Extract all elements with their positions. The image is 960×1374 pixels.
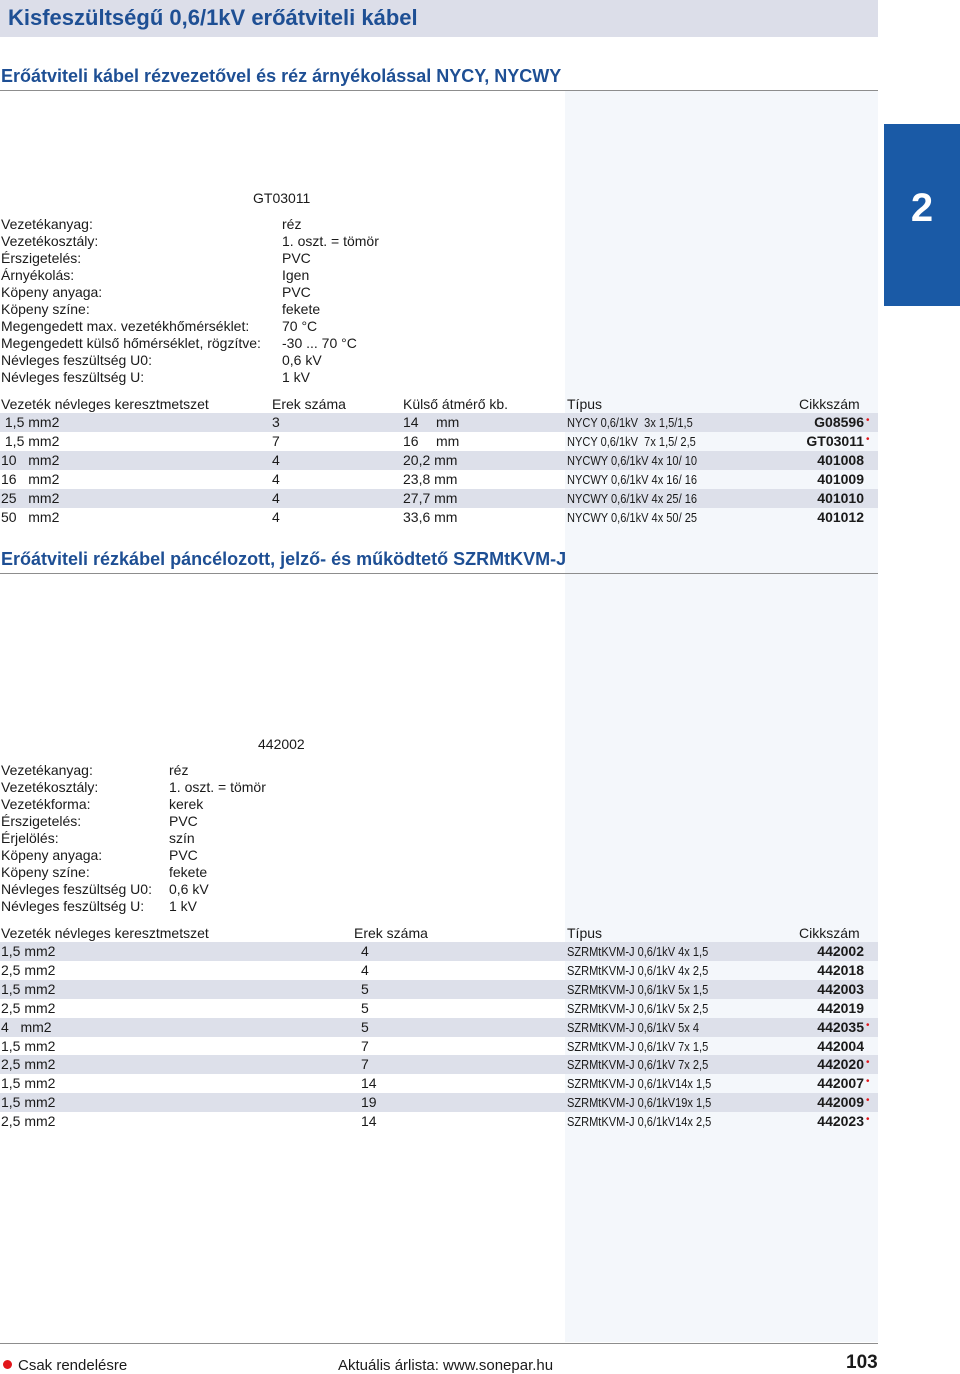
table-row (0, 508, 878, 527)
spec-value: réz (169, 762, 189, 778)
cell-item-number: 401008 (817, 452, 864, 468)
spec-label: Vezetékosztály: (1, 233, 99, 249)
cell-type-text: NYCWY 0,6/1kV 4x 25/ 16 (567, 491, 698, 506)
table-row (0, 961, 878, 980)
cell-item-number: 442018 (817, 961, 864, 978)
cell-diameter: 23,8 mm (403, 471, 458, 487)
spec-label: Vezetékforma: (1, 796, 91, 812)
section2-heading (0, 549, 878, 574)
order-only-marker-icon: • (866, 1019, 870, 1031)
cell-cores: 4 (272, 509, 280, 525)
cell-cross-section: 1,5 mm2 (1, 433, 60, 449)
col-type-header: Típus (567, 925, 603, 941)
cell-type-text: SZRMtKVM-J 0,6/1kV 7x 2,5 (567, 1057, 709, 1073)
col-outer-diameter-header: Külső átmérő kb. (403, 396, 509, 412)
col-type-header: Típus (567, 396, 603, 412)
cell-item-number: 442007 (817, 1075, 864, 1092)
cell-type-text: SZRMtKVM-J 0,6/1kV14x 1,5 (567, 1076, 712, 1092)
cell-cores: 4 (272, 471, 280, 487)
spec-label: Megengedett max. vezetékhőmérséklet: (1, 318, 250, 334)
spec-value: -30 ... 70 °C (282, 335, 357, 351)
cell-cores: 4 (361, 961, 369, 978)
cell-cores: 14 (361, 1075, 377, 1092)
cell-type-text: SZRMtKVM-J 0,6/1kV 5x 2,5 (567, 1000, 709, 1016)
cell-cross-section: 2,5 mm2 (1, 961, 56, 978)
cell-type-text: NYCWY 0,6/1kV 4x 16/ 16 (567, 472, 698, 487)
order-only-marker-icon: • (866, 434, 870, 445)
spec-value: PVC (282, 250, 311, 266)
order-only-marker-icon: • (866, 1076, 870, 1088)
spec-value: fekete (169, 864, 208, 880)
cell-diameter: 16 (403, 433, 419, 449)
cell-type (567, 509, 720, 526)
spec-value: 70 °C (282, 318, 318, 334)
cell-cross-section: 50 mm2 (1, 509, 60, 525)
cell-type-text: SZRMtKVM-J 0,6/1kV14x 2,5 (567, 1114, 712, 1130)
cell-type-text: NYCY 0,6/1kV 7x 1,5/ 2,5 (567, 434, 696, 449)
cell-cores: 5 (361, 980, 369, 997)
cell-cross-section: 25 mm2 (1, 490, 60, 506)
col-cross-section-header: Vezeték névleges keresztmetszet (1, 925, 209, 941)
order-only-dot-icon (3, 1360, 12, 1369)
spec-label: Névleges feszültség U: (1, 369, 145, 385)
cell-type-text: SZRMtKVM-J 0,6/1kV 4x 1,5 (567, 944, 709, 959)
spec-value: 1 kV (282, 369, 311, 385)
cell-cross-section: 2,5 mm2 (1, 999, 56, 1016)
table-row (0, 1093, 878, 1112)
cell-type-text: SZRMtKVM-J 0,6/1kV 5x 4 (567, 1019, 700, 1035)
cell-item-number: G08596 (814, 414, 864, 430)
table-row (0, 1112, 878, 1131)
spec-label: Névleges feszültség U0: (1, 352, 152, 368)
section2-heading-text: Erőátviteli rézkábel páncélozott, jelző- és működtető SZRMtKVM-J (1, 549, 567, 569)
cell-cross-section: 4 mm2 (1, 1018, 52, 1035)
table-row (0, 1037, 878, 1056)
cell-cross-section: 16 mm2 (1, 471, 60, 487)
cell-cores: 7 (272, 433, 280, 449)
spec-value: 0,6 kV (169, 881, 209, 897)
cell-cores: 4 (361, 943, 369, 959)
section1-ref-code: GT03011 (253, 190, 311, 206)
cell-cores: 4 (272, 452, 280, 468)
spec-value: PVC (169, 813, 198, 829)
cell-diameter: 20,2 mm (403, 452, 458, 468)
right-background-panel (565, 90, 878, 1342)
spec-label: Névleges feszültség U0: (1, 881, 152, 897)
cell-item-number: GT03011 (806, 433, 864, 449)
spec-value: Igen (282, 267, 310, 283)
spec-label: Érszigetelés: (1, 250, 82, 266)
table-row (0, 413, 878, 432)
cell-type-text: SZRMtKVM-J 0,6/1kV 4x 2,5 (567, 962, 709, 978)
cell-cross-section: 1,5 mm2 (1, 980, 56, 997)
cell-diameter-unit: mm (436, 433, 460, 449)
title-bar (0, 0, 878, 37)
spec-value: PVC (282, 284, 311, 300)
section1-heading-text: Erőátviteli kábel rézvezetővel és réz árnyékolással NYCY, NYCWY (1, 66, 562, 86)
cell-item-number: 442023 (817, 1113, 864, 1130)
cell-cross-section: 1,5 mm2 (1, 1037, 56, 1054)
footer-pricelist-link[interactable]: Aktuális árlista: www.sonepar.hu (338, 1357, 554, 1374)
spec-label: Köpeny színe: (1, 301, 90, 317)
cell-type (567, 490, 720, 507)
spec-label: Névleges feszültség U: (1, 898, 145, 914)
page-title: Kisfeszültségű 0,6/1kV erőátviteli kábel (8, 5, 418, 30)
cell-cross-section: 2,5 mm2 (1, 1056, 56, 1073)
cell-type (567, 414, 715, 431)
cell-cross-section: 2,5 mm2 (1, 1113, 56, 1130)
cell-item-number: 442003 (817, 980, 864, 997)
cell-type-text: SZRMtKVM-J 0,6/1kV19x 1,5 (567, 1095, 712, 1111)
cell-type (567, 452, 720, 469)
col-cores-header: Erek száma (272, 396, 346, 412)
spec-value: 1. oszt. = tömör (282, 233, 379, 249)
table-row (0, 1018, 878, 1037)
cell-item-number: 442002 (817, 943, 864, 959)
spec-value: szín (169, 830, 195, 846)
cell-cross-section: 1,5 mm2 (1, 1094, 56, 1111)
spec-value: PVC (169, 847, 198, 863)
spec-label: Árnyékolás: (1, 267, 75, 283)
spec-label: Megengedett külső hőmérséklet, rögzítve: (1, 335, 261, 351)
order-only-marker-icon: • (866, 1114, 870, 1126)
cell-item-number: 442004 (817, 1037, 864, 1054)
table-row (0, 489, 878, 508)
table-row (0, 470, 878, 489)
spec-value: kerek (169, 796, 204, 812)
cell-type (567, 471, 720, 488)
cell-cores: 19 (361, 1094, 377, 1111)
table-row (0, 1055, 878, 1074)
cell-item-number: 442019 (817, 999, 864, 1016)
spec-value: 1. oszt. = tömör (169, 779, 266, 795)
cell-type (567, 433, 719, 450)
spec-value: réz (282, 216, 302, 232)
table-row (0, 432, 878, 451)
page-number: 103 (846, 1352, 878, 1373)
spec-label: Érjelölés: (1, 830, 59, 846)
cell-item-number: 442035 (817, 1018, 864, 1035)
chapter-tab[interactable] (884, 124, 960, 306)
cell-type-text: SZRMtKVM-J 0,6/1kV 5x 1,5 (567, 981, 709, 997)
table-row (0, 1074, 878, 1093)
cell-cores: 5 (361, 1018, 369, 1035)
col-item-number-header: Cikkszám (799, 396, 860, 412)
spec-label: Köpeny színe: (1, 864, 90, 880)
cell-item-number: 401009 (817, 471, 864, 487)
cell-cross-section: 1,5 mm2 (1, 414, 60, 430)
cell-diameter-unit: mm (436, 414, 460, 430)
cell-item-number: 442009 (817, 1094, 864, 1111)
spec-label: Vezetékanyag: (1, 216, 93, 232)
cell-type-text: SZRMtKVM-J 0,6/1kV 7x 1,5 (567, 1038, 709, 1054)
footer-divider (0, 1343, 878, 1344)
cell-cross-section: 1,5 mm2 (1, 943, 56, 959)
spec-label: Köpeny anyaga: (1, 284, 103, 300)
col-cross-section-header: Vezeték névleges keresztmetszet (1, 396, 209, 412)
col-cores-header: Erek száma (354, 925, 428, 941)
cell-cores: 4 (272, 490, 280, 506)
cell-cores: 3 (272, 414, 280, 430)
spec-label: Köpeny anyaga: (1, 847, 103, 863)
cell-type-text: NYCY 0,6/1kV 3x 1,5/1,5 (567, 415, 693, 430)
cell-type-text: NYCWY 0,6/1kV 4x 50/ 25 (567, 510, 698, 525)
spec-value: 0,6 kV (282, 352, 322, 368)
cell-diameter: 14 (403, 414, 419, 430)
table-row (0, 942, 878, 961)
order-only-marker-icon: • (866, 1057, 870, 1069)
cell-item-number: 401010 (817, 490, 864, 506)
table-row (0, 999, 878, 1018)
footer-legend: Csak rendelésre (18, 1357, 128, 1374)
cell-cores: 5 (361, 999, 369, 1016)
order-only-marker-icon: • (866, 415, 870, 426)
section2-ref-code: 442002 (258, 736, 305, 752)
cell-type-text: NYCWY 0,6/1kV 4x 10/ 10 (567, 453, 698, 468)
spec-label: Vezetékanyag: (1, 762, 93, 778)
spec-value: 1 kV (169, 898, 198, 914)
cell-cores: 7 (361, 1037, 369, 1054)
cell-diameter: 27,7 mm (403, 490, 458, 506)
col-item-number-header: Cikkszám (799, 925, 860, 941)
table-row (0, 451, 878, 470)
spec-label: Vezetékosztály: (1, 779, 99, 795)
cell-item-number: 401012 (817, 509, 864, 525)
cell-item-number: 442020 (817, 1056, 864, 1073)
cell-diameter: 33,6 mm (403, 509, 458, 525)
spec-value: fekete (282, 301, 321, 317)
cell-cores: 7 (361, 1056, 369, 1073)
cell-cross-section: 1,5 mm2 (1, 1075, 56, 1092)
order-only-marker-icon: • (866, 1095, 870, 1107)
cell-cores: 14 (361, 1113, 377, 1130)
section1-heading (0, 66, 878, 91)
cell-cross-section: 10 mm2 (1, 452, 60, 468)
chapter-number: 2 (910, 186, 934, 230)
table-row (0, 980, 878, 999)
spec-label: Érszigetelés: (1, 813, 82, 829)
